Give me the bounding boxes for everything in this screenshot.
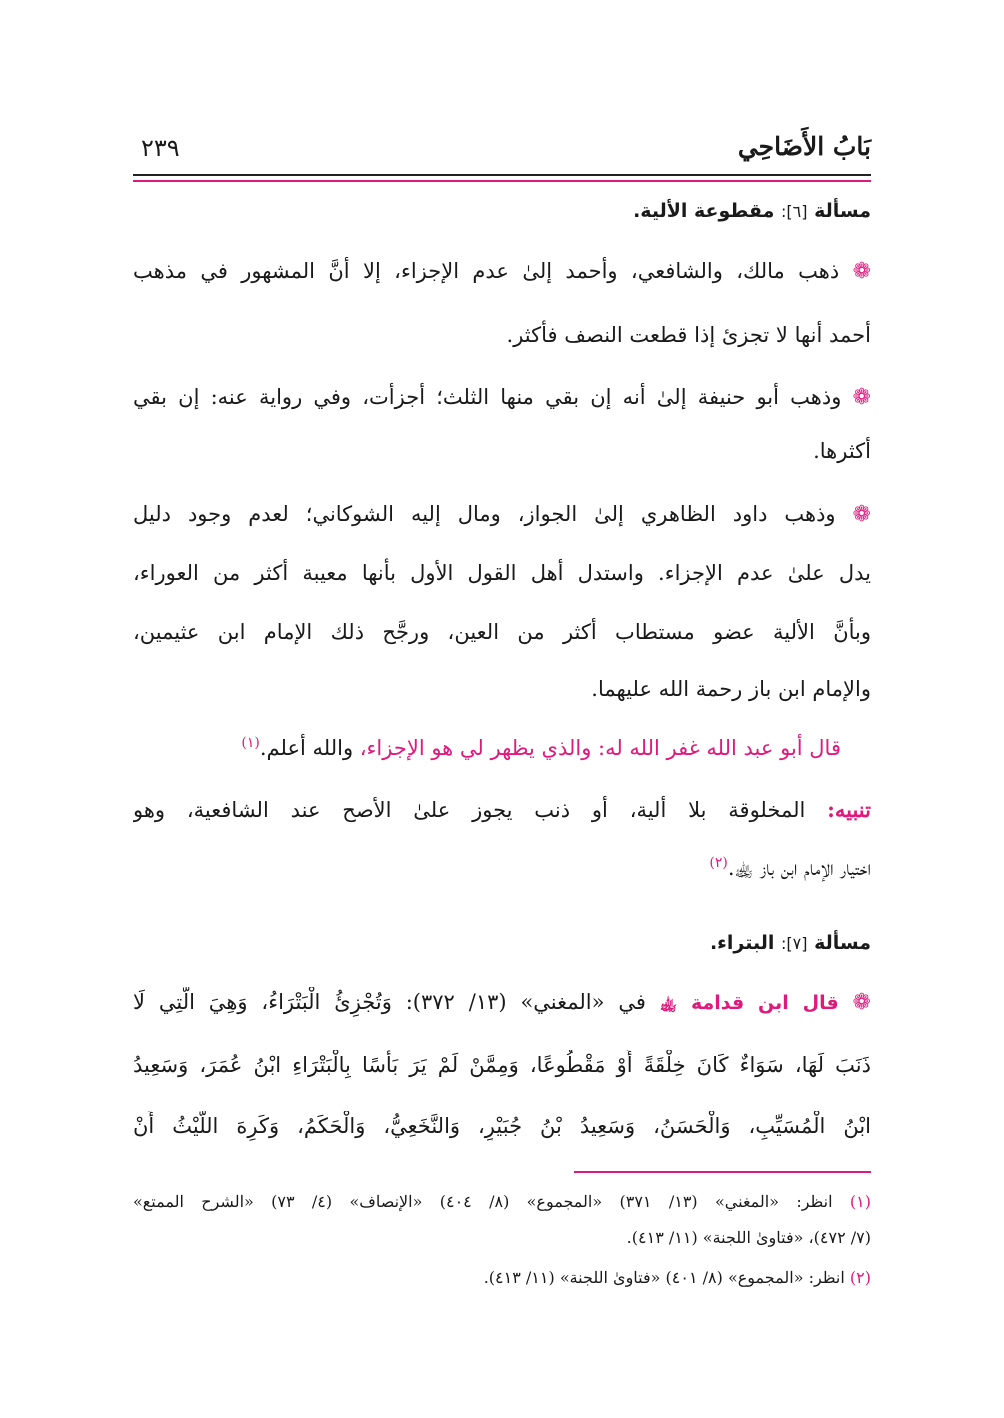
footnote-1-mark: (١) bbox=[849, 1192, 871, 1211]
page-number: ٢٣٩ bbox=[141, 134, 180, 162]
paragraph-text: ذهب مالك، والشافعي، وأحمد إلىٰ عدم الإجزاء، إلا أنَّ المشهور في مذهب bbox=[133, 259, 840, 283]
footnote-ref-2: (٢) bbox=[709, 855, 728, 871]
flower-bullet-icon: ❁ bbox=[852, 259, 871, 284]
tanbih-text: المخلوقة بلا ألية، أو ذنب يجوز علىٰ الأصح عند الشافعية، وهو bbox=[133, 798, 828, 822]
header-rule-pink bbox=[133, 180, 871, 182]
paragraph-text: وذهب أبو حنيفة إلىٰ أنه إن بقي منها الثلث؛ أجزأت، وفي رواية عنه: إن بقي bbox=[133, 385, 842, 409]
footnote-2-mark: (٢) bbox=[849, 1268, 871, 1287]
flower-bullet-icon: ❁ bbox=[852, 502, 871, 527]
flower-bullet-icon: ❁ bbox=[852, 990, 871, 1015]
section-label: مسألة bbox=[814, 932, 871, 954]
footnote-1-line-2: (٧/ ٤٧٢)، «فتاوىٰ اللجنة» (١١/ ٤١٣). bbox=[626, 1228, 871, 1247]
section-number: [٦]: bbox=[781, 202, 808, 221]
header-rule-dark bbox=[133, 174, 871, 176]
footnote-2 bbox=[133, 1266, 871, 1290]
section-label: مسألة bbox=[814, 200, 871, 222]
paragraph-1-line-2: أحمد أنها لا تجزئ إذا قطعت النصف فأكثر. bbox=[506, 323, 871, 347]
flower-bullet-icon: ❁ bbox=[852, 385, 871, 410]
section-title: البتراء. bbox=[709, 932, 775, 954]
paragraph-text: وذهب داود الظاهري إلىٰ الجواز، ومال إليه الشوكاني؛ لعدم وجود دليل bbox=[133, 502, 836, 526]
author-note-text: قال أبو عبد الله غفر الله له: والذي يظهر لي هو الإجزاء، bbox=[359, 736, 841, 760]
footnote-1-line-1 bbox=[133, 1190, 871, 1214]
tanbih-text-2: اختيار الإمام ابن باز ﵀. bbox=[727, 856, 871, 880]
footnote-separator bbox=[574, 1171, 871, 1173]
section-heading-7 bbox=[133, 928, 871, 959]
footnote-ref-1: (١) bbox=[241, 735, 260, 751]
quote-line-1 bbox=[133, 987, 871, 1018]
quote-text: في «المغني» (١٣/ ٣٧٢): وَتُجْزِئُ الْبَتْرَاءُ، وَهِيَ الَّتِي لَا bbox=[133, 990, 660, 1014]
paragraph-2-line-1 bbox=[133, 382, 871, 413]
author-note bbox=[133, 733, 841, 763]
section-heading-6 bbox=[133, 196, 871, 227]
section-title: مقطوعة الألية. bbox=[633, 200, 775, 222]
paragraph-3-line-1 bbox=[133, 499, 871, 530]
chapter-title: بَابُ الأَضَاحِي bbox=[737, 132, 871, 161]
author-note-rest: والله أعلم. bbox=[259, 736, 360, 760]
footnote-1-text: انظر: «المغني» (١٣/ ٣٧١) «المجموع» (٨/ ٤٠٤) «الإنصاف» (٤/ ٧٣) «الشرح الممتع» bbox=[133, 1192, 850, 1211]
footnote-2-text: انظر: «المجموع» (٨/ ٤٠١) «فتاوىٰ اللجنة» (١١/ ٤١٣). bbox=[483, 1268, 850, 1287]
paragraph-3-line-4: والإمام ابن باز رحمة الله عليهما. bbox=[591, 677, 871, 701]
page-header bbox=[133, 128, 871, 174]
quote-line-3: ابْنُ الْمُسَيِّبِ، وَالْحَسَنُ، وَسَعِيدُ بْنُ جُبَيْرٍ، وَالنَّخَعِيُّ، وَالْحَكَمُ، وَكَرِهَ اللَّيْثُ أَنْ bbox=[133, 1114, 871, 1138]
paragraph-2-line-2: أكثرها. bbox=[813, 439, 871, 463]
quote-line-2: ذَنَبَ لَهَا، سَوَاءٌ كَانَ خِلْقَةً أَوْ مَقْطُوعًا، وَمِمَّنْ لَمْ يَرَ بَأْسًا بِالْبَتْرَاءِ ابْنُ عُمَرَ، وَسَعِيدُ bbox=[133, 1053, 871, 1077]
quote-source: قال ابن قدامة ﵀ bbox=[659, 992, 839, 1014]
tanbih-line-2 bbox=[133, 853, 871, 883]
paragraph-3-line-2: يدل علىٰ عدم الإجزاء. واستدل أهل القول الأول بأنها معيبة أكثر من العوراء، bbox=[133, 561, 871, 585]
paragraph-3-line-3: وبأنَّ الألية عضو مستطاب أكثر من العين، ورجَّح ذلك الإمام ابن عثيمين، bbox=[133, 620, 871, 644]
tanbih-line-1 bbox=[133, 795, 871, 825]
paragraph-1-line-1 bbox=[133, 256, 871, 287]
tanbih-label: تنبيه: bbox=[827, 797, 871, 822]
section-number: [٧]: bbox=[781, 934, 808, 953]
